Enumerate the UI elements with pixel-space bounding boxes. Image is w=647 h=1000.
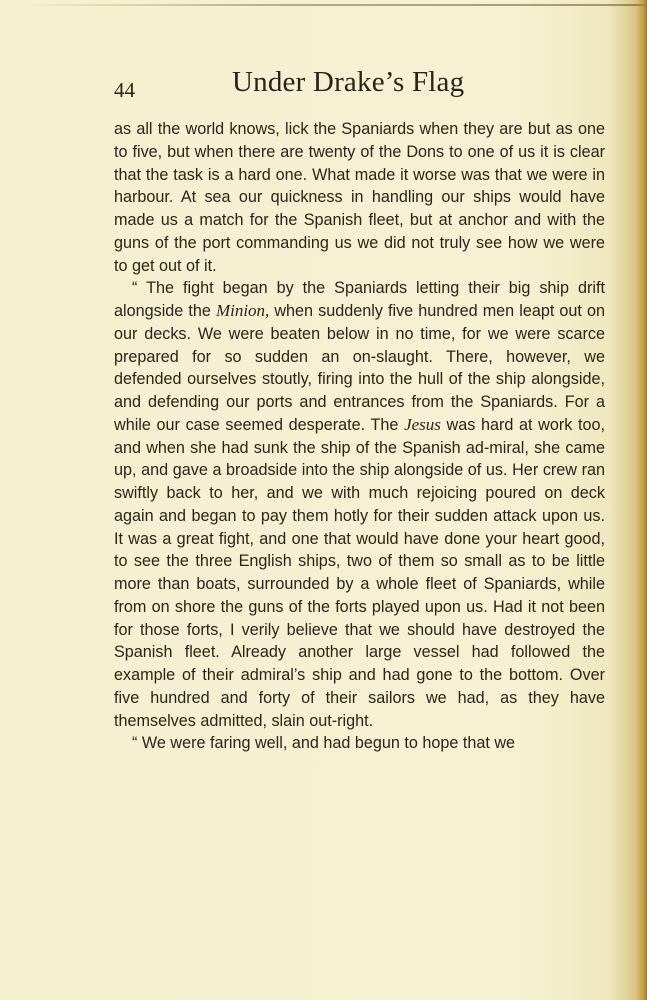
paragraph-1 <box>114 118 605 277</box>
paragraph-2-text-c: was hard at work too, and when she had sunk the ship of the Spanish ad-miral, she came up, and gave a broadside into the ship alongside of us. Her crew ran swiftly back to her, and we with much rejoicing poured on deck again and began to pay them hotly for their sudden attack upon us. It was a great fight, and one that would have done your heart good, to see the three English ships, two of them so small as to be little more than boats, surrounded by a whole fleet of Spaniards, while from on shore the guns of the forts played upon us. Had it not been for those forts, I verily believe that we should have destroyed the Spanish fleet. Already another large vessel had followed the example of their admiral’s ship and had gone to the bottom. Over five hundred and forty of their sailors we had, as they have themselves admitted, slain out-right. <box>114 415 605 730</box>
paragraph-1-text: as all the world knows, lick the Spaniards when they are but as one to five, but when there are twenty of the Dons to one of us it is clear that the task is a hard one. What made it worse was that we were in harbour. At sea our quickness in handling our ships would have made us a match for the Spanish fleet, but at anchor and with the guns of the port commanding us we did not truly see how we were to get out of it. <box>114 120 605 275</box>
page-header <box>114 66 514 106</box>
paragraph-3 <box>114 732 605 755</box>
paragraph-2-text-b: when suddenly five hundred men leapt out on our decks. We were beaten below in no time, for we were scarce prepared for so sudden an on-slaught. There, however, we defended ourselves stoutly, firing into the hull of the ship alongside, and defending our ports and entrances from the Spaniards. For a while our case seemed desperate. The <box>114 302 605 434</box>
ship-name-minion: Minion, <box>215 301 270 320</box>
top-page-edge <box>20 4 647 6</box>
paragraph-2 <box>114 277 605 732</box>
body-text <box>114 118 605 755</box>
right-page-edge <box>637 0 647 1000</box>
paragraph-2-text-a: “ The fight began by the Spaniards letting their big ship drift alongside the <box>114 279 605 320</box>
page-number: 44 <box>114 78 135 102</box>
paragraph-3-text: “ We were faring well, and had begun to hope that we <box>132 734 516 753</box>
running-title: Under Drake’s Flag <box>232 66 465 98</box>
ship-name-jesus: Jesus <box>404 414 441 434</box>
